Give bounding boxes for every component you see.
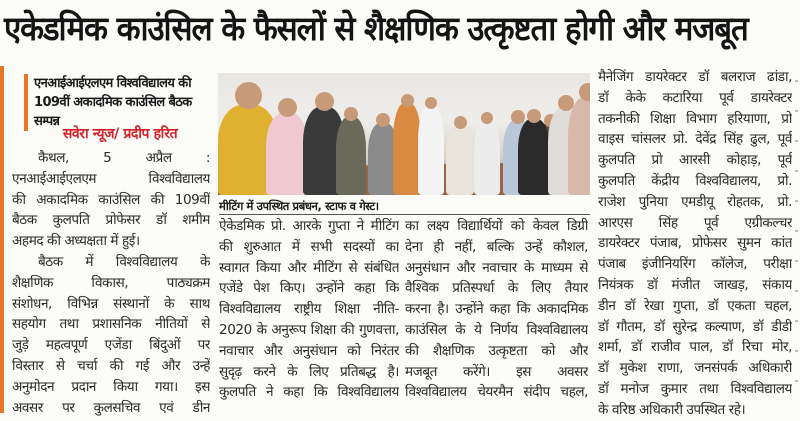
article-text-line: एनआईआईएलएम विश्वविद्यालय (12, 170, 210, 187)
article-text-line: पंजाब इंजीनियरिंग कॉलेज, परीक्षा (598, 256, 792, 273)
person-figure (474, 120, 500, 195)
article-text-line: मजबूत करेंगे। इस अवसर (405, 363, 588, 380)
article-column-2 (219, 216, 399, 403)
article-text-line: अनुसंधान और नवाचार के माध्यम से (405, 259, 588, 276)
article-text-line: की शुरुआत में सभी सदस्यों का (219, 238, 399, 255)
article-text-line: वैश्विक प्रतिस्पर्धा के लिए तैयार (405, 280, 588, 297)
subheadline-line: एनआईआईएलएम विश्वविद्यालय की (34, 76, 191, 91)
person-figure (518, 119, 550, 195)
article-text-line: विश्वविद्यालय चेयरमैन संदीप चहल, (405, 384, 588, 401)
article-text-line: अनुमोदन प्रदान किया गया। इस (12, 378, 210, 395)
byline: सवेरा न्यूज/ प्रदीप हरित (62, 126, 178, 142)
page-edge-dots (795, 80, 798, 400)
article-text-line: की अकादमिक काउंसिल की 109वीं (12, 191, 210, 208)
person-head (481, 112, 493, 124)
subheadline (24, 74, 220, 131)
article-text-line: डॉ गौतम, डॉ सुरेन्द्र कल्याण, डॉ डीडी (598, 318, 792, 335)
person-head (315, 92, 334, 111)
article-text-line: डॉ मनोज कुमार तथा विश्वविद्यालय (598, 380, 792, 397)
article-text-line: एजेंडे पेश किए। उन्होंने कहा कि (219, 280, 399, 297)
article-text-line: सहयोग तथा प्रशासनिक नीतियों से (12, 316, 210, 333)
person-head (527, 109, 541, 123)
article-text-line: कैथल, 5 अप्रैल : (38, 150, 210, 166)
person-head (401, 94, 414, 107)
article-text-line: विस्तार से चर्चा की गई और उन्हें (12, 357, 210, 374)
article-text-line: शैक्षणिक विकास, पाठ्यक्रम (12, 274, 210, 291)
person-head (344, 107, 358, 121)
person-figure (418, 105, 444, 195)
article-text-line: डॉ केके कटारिया पूर्व डायरेक्टर (598, 89, 792, 106)
person-head (579, 83, 590, 101)
article-text-line: स्वागत किया और मीटिंग से संबंधित (219, 259, 399, 276)
person-figure (336, 117, 366, 195)
headline: एकेडमिक काउंसिल के फैसलों से शैक्षणिक उत्कृष्टता होगी और मजबूत (4, 9, 748, 48)
subheadline-line: 109वीं अकादमिक काउंसिल बैठक सम्पन्न (34, 95, 192, 129)
person-head (425, 97, 437, 109)
article-column-3 (405, 216, 588, 403)
article-text-line: जुड़े महत्वपूर्ण एजेंडा बिंदुओं पर (12, 337, 210, 354)
article-text-line: के वरिष्ठ अधिकारी उपस्थित रहे। (598, 401, 746, 418)
article-text-line: कुलपति प्रो आरसी कोहाड़, पूर्व (598, 152, 792, 169)
article-text-line: अहमद की अध्यक्षता में हुई। (12, 233, 140, 250)
article-text-line: की शैक्षणिक उत्कृष्टता को और (405, 342, 588, 359)
article-text-line: अवसर पर कुलसचिव एवं डीन (12, 399, 210, 416)
person-head (376, 113, 390, 127)
article-text-line: करना है। उन्होंने कहा कि अकादमिक (405, 301, 588, 318)
article-text-line: बैठक में विश्वविद्यालय के (38, 253, 210, 270)
article-text-line: देना ही नहीं, बल्कि उन्हें कौशल, (405, 238, 588, 255)
meeting-photo (218, 73, 590, 195)
article-text-line: कुलपति केंद्रीय विश्वविद्यालय, प्रो. (598, 172, 792, 189)
person-figure (568, 97, 590, 195)
article-text-line: राजेश पुनिया एमडीयू रोहतक, प्रो. (598, 193, 792, 210)
article-text-line: नियंत्रक डॉ मंजीत जाखड़, संकाय (598, 276, 792, 293)
article-text-line: सुदृढ़ करने के लिए प्रतिबद्ध है। (219, 363, 399, 380)
article-text-line: मैनेजिंग डायरेक्टर डॉ बलराज ढांडा, (598, 69, 792, 85)
article-column-1 (12, 148, 210, 418)
article-text-line: कुलपति ने कहा कि विश्वविद्यालय (219, 384, 399, 401)
article-text-line: का लक्ष्य विद्यार्थियों को केवल डिग्री (405, 218, 588, 234)
article-text-line: संशोधन, विभिन्न संस्थानों के साथ (12, 295, 210, 312)
article-text-line: नवाचार और अनुसंधान को निरंतर (219, 342, 399, 359)
article-text-line: तकनीकी शिक्षा विभाग हरियाणा, प्रो (598, 110, 792, 127)
article-text-line: डायरेक्टर पंजाब, प्रोफेसर सुमन कांत (598, 235, 792, 252)
person-head (511, 110, 525, 124)
person-figure (266, 113, 308, 195)
article-text-line: बैठक कुलपति प्रोफेसर डॉ शमीम (12, 212, 210, 229)
article-text-line: आरएस सिंह पूर्व एग्रीकल्चर (598, 214, 792, 231)
article-text-line: वाइस चांसलर प्रो. देवेंद्र सिंह ढुल, पूर्व (598, 131, 792, 148)
article-column-4 (598, 67, 792, 421)
person-figure (393, 103, 421, 195)
article-text-line: शर्मा, डॉ राजीव पाल, डॉ रिचा मोर, (598, 339, 792, 356)
column-accent-bar (0, 66, 4, 413)
article-text-line: 2020 के अनुरूप शिक्षा की गुणवत्ता, (219, 321, 399, 338)
article-text-line: डॉ मुकेश राणा, जनसंपर्क अधिकारी (598, 360, 792, 377)
article-text-line: डीन डॉ रेखा गुप्ता, डॉ एकता चहल, (598, 297, 792, 314)
article-text-line: विश्वविद्यालय राष्ट्रीय शिक्षा नीति- (219, 301, 399, 318)
person-figure (446, 125, 474, 195)
article-text-line: ऐकेडमिक प्रो. आरके गुप्ता ने मीटिंग (219, 218, 399, 234)
person-head (235, 82, 262, 109)
person-head (278, 98, 297, 117)
article-text-line: काउंसिल के ये निर्णय विश्वविद्यालय (405, 321, 588, 338)
photo-caption: मीटिंग में उपस्थित प्रबंधन, स्टाफ व गेस्ट। (219, 198, 590, 215)
person-head (454, 116, 467, 129)
